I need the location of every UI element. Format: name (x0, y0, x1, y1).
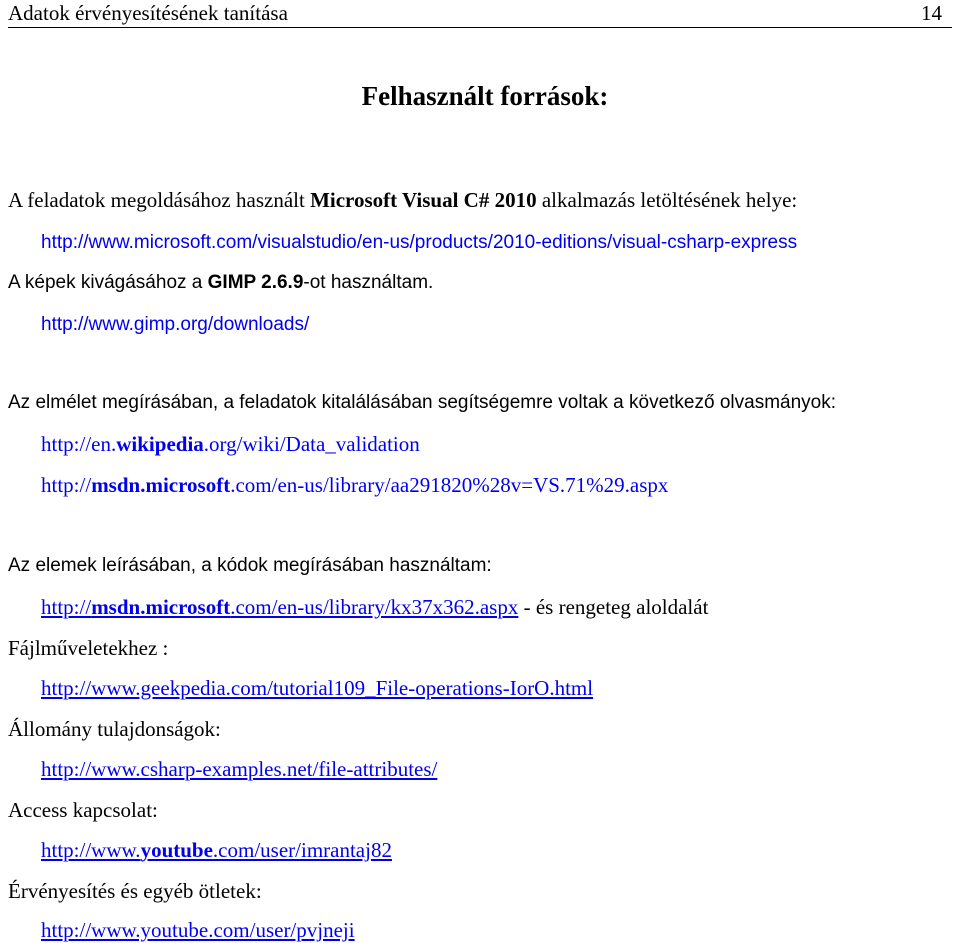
link-vs-express[interactable] (41, 230, 797, 256)
link-wikipedia[interactable] (41, 431, 420, 457)
link-csharp-examples[interactable] (41, 756, 437, 782)
line-vs-download: A feladatok megoldásához használt Microsoft Visual C# 2010 alkalmazás letöltésének helye: (8, 188, 798, 212)
line-validation-ideas: Érvényesítés és egyéb ötletek: (8, 879, 262, 903)
header-title: Adatok érvényesítésének tanítása (8, 1, 288, 25)
vs-express-link[interactable]: http://www.microsoft.com/visualstudio/en-us/products/2010-editions/visual-csharp-express (41, 232, 798, 253)
youtube-pvjneji-link[interactable]: http://www.youtube.com/user/pvjneji (41, 918, 355, 942)
wikipedia-link[interactable]: http://en.wikipedia.org/wiki/Data_validation (41, 432, 420, 456)
line-elements: Az elemek leírásában, a kódok megírásában használtam: (8, 555, 492, 576)
line-msdn-library: http://msdn.microsoft.com/en-us/library/kx37x362.aspx - és rengeteg aloldalát (41, 595, 709, 619)
geekpedia-link[interactable]: http://www.geekpedia.com/tutorial109_File-operations-IorO.html (41, 676, 594, 700)
section-heading: Felhasznált források: (361, 81, 609, 111)
gimp-link[interactable]: http://www.gimp.org/downloads/ (41, 314, 310, 335)
page-number: 14 (921, 1, 942, 25)
line-file-operations: Fájlműveletekhez : (8, 636, 169, 660)
csharp-examples-link[interactable]: http://www.csharp-examples.net/file-attributes/ (41, 757, 438, 781)
youtube-imrantaj-link[interactable]: http://www.youtube.com/user/imrantaj82 (41, 838, 392, 862)
link-youtube-imrantaj[interactable] (41, 837, 392, 863)
link-youtube-pvjneji[interactable] (41, 917, 355, 943)
line-gimp: A képek kivágásához a GIMP 2.6.9-ot használtam. (8, 272, 434, 293)
msdn-library-link[interactable]: http://msdn.microsoft.com/en-us/library/kx37x362.aspx (41, 595, 519, 619)
link-geekpedia[interactable] (41, 675, 593, 701)
msdn-validation-link[interactable]: http://msdn.microsoft.com/en-us/library/aa291820%28v=VS.71%29.aspx (41, 473, 669, 497)
link-gimp[interactable] (41, 312, 309, 338)
link-msdn-validation[interactable] (41, 472, 668, 498)
line-file-attributes: Állomány tulajdonságok: (8, 717, 221, 741)
page-header (8, 0, 952, 28)
line-readings: Az elmélet megírásában, a feladatok kitalálásában segítségemre voltak a következő olvasmányok: (8, 392, 837, 413)
line-access: Access kapcsolat: (8, 798, 158, 822)
